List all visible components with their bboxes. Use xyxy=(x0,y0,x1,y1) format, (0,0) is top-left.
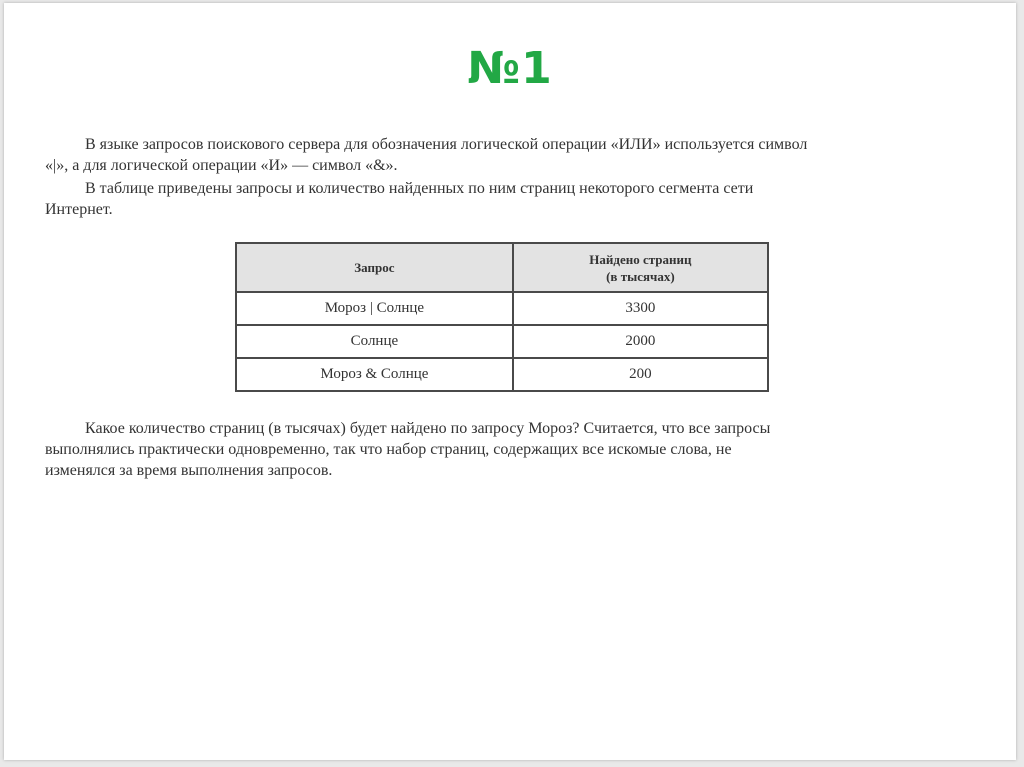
description-line: В таблице приведены запросы и количество найденных по ним страниц некоторого сегмента сети xyxy=(85,180,754,197)
header-query: Запрос xyxy=(236,243,513,292)
header-pages-line2: (в тысячах) xyxy=(606,268,675,284)
header-pages-line1: Найдено страниц xyxy=(589,251,692,267)
intro-line: В языке запросов поискового сервера для обозначения логической операции «ИЛИ» используется символ xyxy=(85,136,808,153)
query-cell: Солнце xyxy=(236,325,513,358)
query-cell: Мороз | Солнце xyxy=(236,292,513,325)
search-results-table xyxy=(235,242,769,392)
slide xyxy=(4,3,1016,760)
table-description xyxy=(45,178,951,220)
question-line: Какое количество страниц (в тысячах) будет найдено по запросу Мороз? Считается, что все запросы xyxy=(85,420,771,437)
table-row xyxy=(236,325,768,358)
pages-cell: 3300 xyxy=(513,292,768,325)
pages-cell: 2000 xyxy=(513,325,768,358)
intro-line: «|», а для логической операции «И» — символ «&». xyxy=(45,157,398,174)
query-cell: Мороз & Солнце xyxy=(236,358,513,391)
table-row xyxy=(236,358,768,391)
slide-title: №1 xyxy=(467,43,553,94)
pages-cell: 200 xyxy=(513,358,768,391)
intro-paragraph xyxy=(45,134,951,176)
table-header-row xyxy=(236,243,768,292)
table-row xyxy=(236,292,768,325)
question-paragraph xyxy=(45,418,951,481)
question-line: изменялся за время выполнения запросов. xyxy=(45,462,333,479)
question-line: выполнялись практически одновременно, так что набор страниц, содержащих все искомые слова, не xyxy=(45,441,732,458)
description-line: Интернет. xyxy=(45,201,113,218)
header-pages-found xyxy=(513,243,768,292)
